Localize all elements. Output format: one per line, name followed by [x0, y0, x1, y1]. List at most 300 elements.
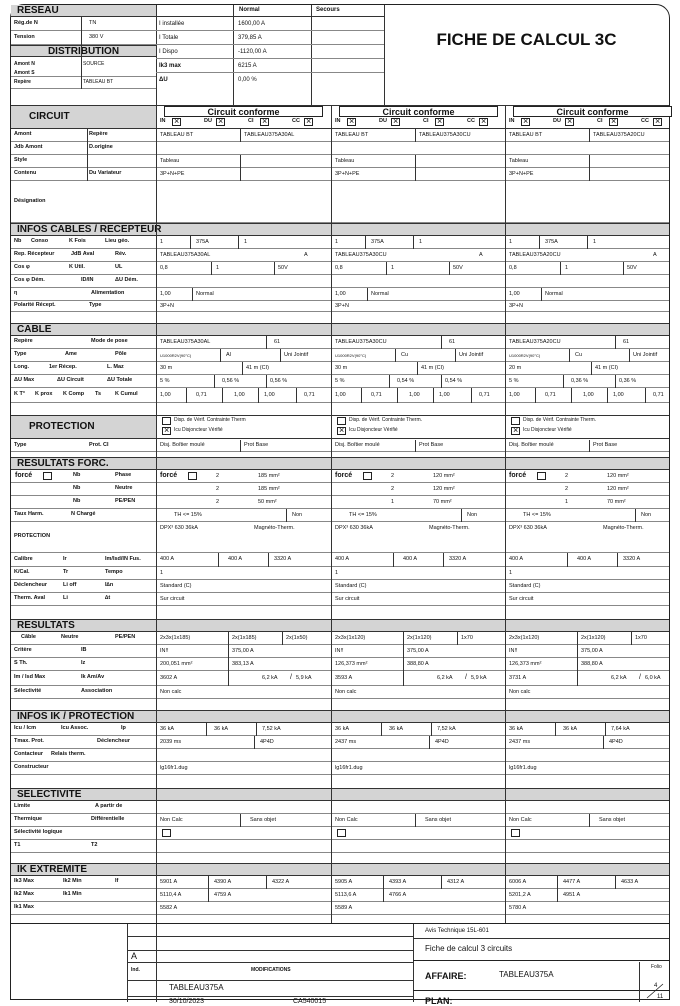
- row-label: K Fois: [69, 238, 86, 245]
- cell-du_tot: 0,56 %: [270, 377, 288, 384]
- cell-sth: 126,373 mm²: [509, 660, 542, 667]
- cell-cos: 0,8: [335, 264, 343, 271]
- cell-prot_type: Disj. Boîtier moulé: [509, 442, 554, 449]
- cell-rep_recept: TABLEAU375A20CU: [509, 251, 561, 258]
- contrainte-therm-checkbox[interactable]: [511, 417, 520, 425]
- row-label: Calibre: [14, 555, 33, 562]
- selectivite-logique-checkbox[interactable]: [511, 829, 520, 837]
- table-row: [11, 749, 669, 762]
- cell-alim: Normal: [196, 290, 214, 297]
- flag-checkbox[interactable]: [260, 118, 269, 126]
- cell-repere: TABLEAU375A30AL: [244, 131, 295, 138]
- row-label: K Cumul: [115, 391, 138, 398]
- cell-if: 4633 A: [621, 878, 639, 885]
- cell-kcumul: 0,71: [479, 391, 490, 398]
- cell-kt: 1,00: [509, 391, 520, 398]
- cell-ik3: 5905 A: [335, 878, 353, 885]
- icu-verifie-label: Icu Disjoncteur Vérifié: [349, 427, 398, 433]
- cell-ame: Al: [226, 351, 231, 358]
- row-label: Im / Isd Max: [14, 674, 46, 681]
- cell-pole: Uni Jointif: [459, 351, 484, 358]
- cell-res_neutre: 2x(1x185): [232, 634, 257, 641]
- cell-kcal: 1: [160, 569, 164, 576]
- table-row: [11, 840, 669, 853]
- cell-lmax: 41 m (CI): [421, 364, 444, 371]
- cell-alim: Normal: [371, 290, 389, 297]
- row-label: Nb: [73, 498, 81, 505]
- cell-prot_ci: Prot Base: [244, 442, 269, 449]
- table-row: [11, 483, 669, 496]
- modifs-label: MODIFICATIONS: [251, 967, 291, 973]
- cell-ik3: 6006 A: [509, 878, 527, 885]
- cell-ip: 7,64 kA: [611, 725, 630, 732]
- slash-separator: /: [290, 674, 292, 681]
- cell-type_c: U1000R2V(90°C): [335, 352, 367, 358]
- cell-th: TH <= 15%: [349, 511, 377, 518]
- cell-selec: Non calc: [335, 688, 357, 695]
- cell-th: TH <= 15%: [523, 511, 551, 518]
- row-label: Li off: [63, 582, 77, 589]
- cell-iz: 383,13 A: [232, 660, 254, 667]
- cell-decl: Standard (C): [160, 582, 192, 589]
- cell-neutre_nb: 2: [391, 485, 395, 492]
- fiche-text: Fiche de calcul 3 circuits: [425, 944, 513, 953]
- table-row: [11, 275, 669, 288]
- cell-ik2min: 4477 A: [563, 878, 581, 885]
- row-label: UL: [115, 264, 123, 271]
- ind-label: Ind.: [131, 967, 140, 973]
- row-label: L. Maz: [107, 364, 124, 371]
- table-row: [11, 509, 669, 522]
- row-label: Thermique: [14, 816, 43, 823]
- row-label: Ik3 Max: [14, 878, 34, 885]
- table-row: [11, 496, 669, 509]
- row-label: PE/PEN: [115, 634, 136, 641]
- cell-eta: 1,00: [509, 290, 520, 297]
- cell-conso: 375A: [196, 238, 209, 245]
- cell-phase_nb: 2: [391, 472, 395, 479]
- cell-phase_s: 120 mm²: [433, 472, 455, 479]
- row-label: Prot. CI: [89, 441, 109, 448]
- cell-kcomp: 1,00: [583, 391, 594, 398]
- flag-checkbox[interactable]: [172, 118, 181, 126]
- cell-kprox: 0,71: [545, 391, 556, 398]
- cell-long: 30 m: [335, 364, 348, 371]
- row-i-tot: I Totale 379,85 A: [156, 31, 384, 45]
- row-label: Ip: [121, 725, 126, 732]
- cell-ik2max: 5110,4 A: [160, 891, 182, 898]
- row-label: IB: [81, 647, 87, 654]
- row-label: PROTECTION: [14, 533, 51, 540]
- section-infos-ik: INFOS IK / PROTECTION: [11, 710, 669, 723]
- flag-checkbox[interactable]: [609, 118, 618, 126]
- plan-label: PLAN:: [425, 996, 453, 1006]
- cell-res_neutre: 2x(1x120): [407, 634, 432, 641]
- row-amont-s: Amont S: [11, 71, 156, 77]
- cell-icu: 36 kA: [509, 725, 524, 732]
- cell-mode_pose: 61: [623, 338, 630, 345]
- cell-ik1max: 5582 A: [160, 904, 178, 911]
- table-row: [11, 142, 669, 155]
- cell-res_pe: 2x(1x50): [286, 634, 308, 641]
- flag-label: CC: [641, 118, 649, 124]
- cell-kfois: 1: [244, 238, 248, 245]
- cell-critere: IN!!: [335, 647, 344, 654]
- row-label: N Chargé: [71, 511, 96, 518]
- row-label: If: [115, 878, 119, 885]
- cell-non: Non: [641, 511, 652, 518]
- cell-imax: 3731 A: [509, 674, 527, 681]
- row-i-dispo: I Dispo -1120,00 A: [156, 45, 384, 59]
- force-checkbox[interactable]: [537, 472, 546, 480]
- cell-long: 30 m: [160, 364, 173, 371]
- cell-du_max: 5 %: [160, 377, 170, 384]
- cell-selec: Non calc: [160, 688, 182, 695]
- cell-ikam: 6,2 kA: [611, 674, 627, 681]
- cell-neutre_s: 185 mm²: [258, 485, 280, 492]
- cell-constr: lg16fr1.dug: [509, 764, 537, 771]
- row-amont-n: Amont N SOURCE: [14, 60, 105, 67]
- row-label: Polarité Récept.: [14, 302, 56, 309]
- cell-res_cable: 2x3x(1x120): [509, 634, 540, 641]
- cell-ir: 400 A: [403, 556, 418, 563]
- cell-style: Tableau: [160, 157, 180, 164]
- row-label: Conso: [31, 238, 49, 245]
- selectivite-logique-checkbox[interactable]: [337, 829, 346, 837]
- cell-neutre_s: 120 mm²: [433, 485, 455, 492]
- cell-ikav: 6,0 kA: [645, 674, 661, 681]
- cell-amont: TABLEAU BT: [335, 131, 369, 138]
- row-label: ∆t: [105, 595, 111, 602]
- cell-ul: 50V: [627, 264, 637, 271]
- cell-polar: 3P+N: [335, 302, 349, 309]
- flag-checkbox[interactable]: [304, 118, 313, 126]
- cell-ul: 50V: [278, 264, 288, 271]
- cell-kcal: 1: [509, 569, 513, 576]
- row-label: A partir de: [95, 803, 123, 810]
- cell-kt: 1,00: [335, 391, 346, 398]
- cell-phase_s: 185 mm²: [258, 472, 280, 479]
- cell-phase_s: 120 mm²: [607, 472, 629, 479]
- cell-mode_pose: 61: [274, 338, 281, 345]
- cell-cal: 400 A: [509, 556, 524, 563]
- cell-therm: Sur circuit: [335, 595, 360, 602]
- cell-phase_nb: 2: [565, 472, 569, 479]
- cell-icu: 36 kA: [160, 725, 175, 732]
- table-row: [11, 567, 669, 580]
- cell-cable_rep: TABLEAU375A20CU: [509, 338, 561, 345]
- flag-label: CC: [292, 118, 300, 124]
- cell-neutre_nb: 2: [216, 485, 220, 492]
- cell-non: Non: [292, 511, 303, 518]
- cell-decl2: 4P4D: [435, 738, 449, 745]
- calculation-sheet: [10, 4, 670, 1006]
- cell-style: Tableau: [509, 157, 529, 164]
- row-label: I∆n: [105, 582, 114, 589]
- cell-ame: Cu: [401, 351, 409, 358]
- row-label: Style: [14, 157, 28, 164]
- icu-verifie-checkbox[interactable]: [337, 427, 346, 435]
- cell-du_circ: 0,36 %: [571, 377, 589, 384]
- row-ik3: Ik3 max 6215 A: [156, 59, 384, 73]
- circuit-conforme-box: Circuit conforme: [339, 106, 498, 117]
- selectivite-logique-checkbox[interactable]: [162, 829, 171, 837]
- cell-critere: IN!!: [509, 647, 518, 654]
- cell-imax: 3593 A: [335, 674, 353, 681]
- flag-checkbox[interactable]: [479, 118, 488, 126]
- cell-im: 3320 A: [449, 556, 467, 563]
- row-du: ΔU 0,00 %: [159, 77, 257, 83]
- cell-therm: Sur circuit: [160, 595, 185, 602]
- cell-cable_rep: TABLEAU375A30CU: [335, 338, 387, 345]
- icu-verifie-checkbox[interactable]: [511, 427, 520, 435]
- row-label: Phase: [115, 472, 132, 479]
- cell-res_cable: 2x3x(1x185): [160, 634, 191, 641]
- cell-ts: 1,00: [264, 391, 275, 398]
- cell-du_circ: 0,56 %: [222, 377, 240, 384]
- row-label: Ik2 Min: [63, 878, 82, 885]
- flag-label: CI: [248, 118, 254, 124]
- contrainte-therm-checkbox[interactable]: [337, 417, 346, 425]
- cell-ib: 375,00 A: [232, 647, 254, 654]
- cell-alim: Normal: [545, 290, 563, 297]
- contrainte-therm-label: Disp. de Vérif. Contrainte Therm.: [523, 417, 596, 423]
- cell-kcumul: 0,71: [653, 391, 664, 398]
- cell-cal: 400 A: [160, 556, 175, 563]
- row-label: Déclencheur: [14, 582, 48, 589]
- distribution-title: DISTRIBUTION: [11, 45, 156, 57]
- cell-kcomp: 1,00: [234, 391, 245, 398]
- force-label-left: forcé: [15, 472, 33, 479]
- cell-du_max: 5 %: [335, 377, 345, 384]
- row-label: Câble: [21, 634, 36, 641]
- cell-pe_s: 50 mm²: [258, 498, 277, 505]
- row-label: Sélectivité logique: [14, 829, 63, 836]
- row-label: Différentielle: [91, 816, 125, 823]
- row-label: Jdb Amont: [14, 144, 43, 151]
- cell-neutre_s: 120 mm²: [607, 485, 629, 492]
- flag-checkbox[interactable]: [216, 118, 225, 126]
- cell-tmax: 2437 ms: [509, 738, 531, 745]
- cell-nb: 1: [335, 238, 339, 245]
- affaire-value: TABLEAU375A: [499, 970, 554, 979]
- doc-title-box: [384, 5, 669, 105]
- row-label: Déclencheur: [97, 738, 131, 745]
- cell-pe_nb: 1: [391, 498, 395, 505]
- row-label: Cos φ: [14, 264, 30, 271]
- table-row: [11, 181, 669, 223]
- section-cable: CABLE: [11, 323, 669, 336]
- cell-pe_nb: 1: [565, 498, 569, 505]
- cell-im: 3320 A: [274, 556, 292, 563]
- row-label: Neutre: [115, 485, 133, 492]
- flag-label: IN: [335, 118, 341, 124]
- doc-title: FICHE DE CALCUL 3C: [436, 30, 617, 49]
- cell-pole: Uni Jointif: [633, 351, 658, 358]
- flag-label: CI: [423, 118, 429, 124]
- row-label: Contenu: [14, 170, 37, 177]
- cell-prot_model: DPX³ 630 36kA: [160, 525, 198, 531]
- row-label: Nb: [14, 238, 22, 245]
- cell-repere: TABLEAU375A20CU: [593, 131, 645, 138]
- cell-ir: 400 A: [577, 556, 592, 563]
- cell-prot_type: Disj. Boîtier moulé: [160, 442, 205, 449]
- row-label: Repère: [89, 131, 108, 138]
- cell-res_pe: 1x70: [461, 634, 473, 641]
- cell-long: 20 m: [509, 364, 522, 371]
- cell-pe_nb: 2: [216, 498, 220, 505]
- circuit-conforme-box: Circuit conforme: [164, 106, 323, 117]
- cell-eta: 1,00: [160, 290, 171, 297]
- flag-checkbox[interactable]: [521, 118, 530, 126]
- cell-ir: 400 A: [228, 556, 243, 563]
- cell-therm_sel: Non Calc: [160, 816, 183, 823]
- row-label: T1: [14, 842, 21, 849]
- section-infos-cables: INFOS CABLES / RECEPTEUR: [11, 223, 669, 236]
- flag-checkbox[interactable]: [565, 118, 574, 126]
- cell-rep_recept: TABLEAU375A30AL: [160, 251, 211, 258]
- cell-ik1min: 4951 A: [563, 891, 581, 898]
- contrainte-therm-label: Disp. de Vérif. Contrainte Therm: [174, 417, 246, 423]
- cell-style: Tableau: [335, 157, 355, 164]
- cell-rev: A: [304, 251, 308, 258]
- cell-du_max: 5 %: [509, 377, 519, 384]
- row-label: ΔU Totale: [107, 377, 133, 384]
- section-selectivite: SELECTIVITE: [11, 788, 669, 801]
- flag-checkbox[interactable]: [653, 118, 662, 126]
- cell-contenu: 3P+N+PE: [509, 170, 534, 177]
- row-label: Type: [14, 351, 27, 358]
- cell-du_tot: 0,36 %: [619, 377, 637, 384]
- cell-kcumul: 0,71: [304, 391, 315, 398]
- cell-ik2min: 4390 A: [214, 878, 232, 885]
- icu-verifie-checkbox[interactable]: [162, 427, 171, 435]
- cell-constr: lg16fr1.dug: [335, 764, 363, 771]
- row-label: JdB Aval: [71, 251, 95, 258]
- section-protection: PROTECTION: [11, 415, 156, 439]
- cell-ik1max: 5589 A: [335, 904, 353, 911]
- cell-pe_s: 70 mm²: [433, 498, 452, 505]
- cell-tmax: 2039 ms: [160, 738, 182, 745]
- contrainte-therm-checkbox[interactable]: [162, 417, 171, 425]
- cell-ib: 375,00 A: [407, 647, 429, 654]
- cell-ik2max: 5201,2 A: [509, 891, 531, 898]
- cell-res_cable: 2x3x(1x120): [335, 634, 366, 641]
- force-label: forcé: [160, 472, 178, 479]
- row-label: K Util.: [69, 264, 85, 271]
- row-label: Li: [63, 595, 68, 602]
- flag-label: DU: [204, 118, 212, 124]
- cell-if: 4322 A: [272, 878, 290, 885]
- cell-ts: 1,00: [439, 391, 450, 398]
- icu-verifie-label: Icu Disjoncteur Vérifié: [174, 427, 223, 433]
- cell-amont: TABLEAU BT: [509, 131, 543, 138]
- row-label: Lieu géo.: [105, 238, 130, 245]
- cell-prot_model: DPX³ 630 36kA: [509, 525, 547, 531]
- row-repere-dist: Repère TABLEAU BT: [11, 77, 156, 89]
- cell-prot_model: DPX³ 630 36kA: [335, 525, 373, 531]
- cell-rep_recept: TABLEAU375A30CU: [335, 251, 387, 258]
- cell-tmax: 2437 ms: [335, 738, 357, 745]
- slash-separator: /: [639, 674, 641, 681]
- cell-ib: 375,00 A: [581, 647, 603, 654]
- row-label: Tmax. Prot.: [14, 738, 44, 745]
- cell-kprox: 0,71: [371, 391, 382, 398]
- normal-label: Normal: [239, 7, 260, 13]
- row-label: Association: [81, 688, 113, 695]
- row-label: Icu Assoc.: [61, 725, 89, 732]
- cell-therm_sel: Non Calc: [509, 816, 532, 823]
- flag-checkbox[interactable]: [435, 118, 444, 126]
- force-checkbox-left[interactable]: [43, 472, 52, 480]
- row-label: ID/IN: [81, 277, 94, 284]
- flag-checkbox[interactable]: [347, 118, 356, 126]
- cell-kt: 1,00: [160, 391, 171, 398]
- row-label: Ts: [95, 391, 102, 398]
- cell-diff_sel: Sans objet: [425, 816, 451, 823]
- cell-type_c: U1000R2V(90°C): [509, 352, 541, 358]
- cell-du_circ: 0,54 %: [397, 377, 415, 384]
- folio-num: 4: [654, 983, 658, 989]
- row-label: Amont: [14, 131, 32, 138]
- row-label: K Comp: [63, 391, 85, 398]
- row-label: Sélectivité: [14, 688, 42, 695]
- cell-selec: Non calc: [509, 688, 531, 695]
- cell-prot_ci: Prot Base: [593, 442, 618, 449]
- row-label: Type: [89, 302, 102, 309]
- contrainte-therm-label: Disp. de Vérif. Contrainte Therm.: [349, 417, 422, 423]
- flag-checkbox[interactable]: [391, 118, 400, 126]
- force-checkbox[interactable]: [188, 472, 197, 480]
- modif-text: TABLEAU375A: [169, 983, 224, 992]
- row-label: Désignation: [14, 197, 46, 204]
- row-label: T2: [91, 842, 98, 849]
- cell-prot_kind: Magnéto-Therm.: [603, 525, 644, 531]
- cell-ik1min: 4759 A: [214, 891, 232, 898]
- date-text: 30/10/2023: [169, 998, 205, 1005]
- flag-label: CI: [597, 118, 603, 124]
- cell-ik1min: 4766 A: [389, 891, 407, 898]
- cell-mode_pose: 61: [449, 338, 456, 345]
- circuit-title: CIRCUIT: [11, 105, 156, 129]
- row-label: Icu / Icm: [14, 725, 37, 732]
- cell-ip: 7,52 kA: [262, 725, 281, 732]
- row-label: Ik1 Max: [14, 904, 34, 911]
- row-label: Ik1 Min: [63, 891, 82, 898]
- force-checkbox[interactable]: [363, 472, 372, 480]
- row-label: Type: [14, 441, 27, 448]
- row-label: Relais therm.: [51, 751, 86, 758]
- row-label: ΔU Circuit: [57, 377, 84, 384]
- cell-cos: 0,8: [160, 264, 168, 271]
- row-label: ΔU Max: [14, 377, 35, 384]
- cell-res_neutre: 2x(1x120): [581, 634, 606, 641]
- cell-icu_assoc: 36 kA: [214, 725, 229, 732]
- cell-kutil: 1: [565, 264, 569, 271]
- row-label: Mode de pose: [91, 338, 128, 345]
- flag-label: IN: [160, 118, 166, 124]
- row-label: S Th.: [14, 660, 28, 667]
- cell-conso: 375A: [545, 238, 558, 245]
- section-resultats: RESULTATS: [11, 619, 669, 632]
- row-label: D.origine: [89, 144, 113, 151]
- row-label: Alimentation: [91, 290, 125, 297]
- cell-nb: 1: [509, 238, 513, 245]
- row-label: Nb: [73, 485, 81, 492]
- row-label: Im/Isd/IN Fus.: [105, 555, 141, 562]
- cell-repere: TABLEAU375A30CU: [419, 131, 471, 138]
- table-row: [11, 236, 669, 249]
